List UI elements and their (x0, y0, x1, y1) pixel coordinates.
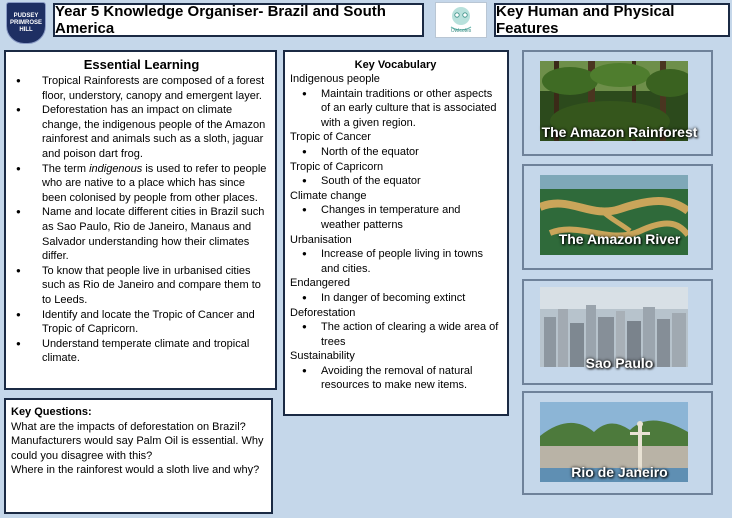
vocab-definition: ● South of the equator (290, 174, 501, 189)
text-part: The term (42, 162, 90, 175)
feature-card-river (522, 164, 713, 270)
text-part: is used to refer to people who are native to a place which has since been colonised by people from other places. (42, 162, 267, 204)
essential-learning-panel (4, 50, 277, 390)
trust-logo (435, 2, 487, 38)
vocab-definition: ● Maintain traditions or other aspects of an early culture that is associated with a given region. (290, 87, 501, 131)
essential-learning-list (14, 74, 269, 366)
feature-card-rainforest (522, 50, 713, 156)
school-logo-line: PUDSEY (13, 12, 39, 19)
list-item: ● Understand temperate climate and tropical climate. (14, 337, 269, 366)
vocab-definition: ● Changes in temperature and weather patterns (290, 203, 501, 232)
feature-caption: The Amazon Rainforest (541, 124, 698, 140)
list-item: ● Name and locate different cities in Brazil such as Sao Paulo, Rio de Janeiro, Manaus and Salvador understanding how their climates differ. (14, 205, 269, 263)
vocab-definition: ● The action of clearing a wide area of trees (290, 320, 501, 349)
vocab-term: Endangered (290, 277, 350, 290)
list-item: ● Identify and locate the Tropic of Cancer and Tropic of Capricorn. (14, 308, 269, 337)
school-logo (6, 2, 46, 44)
page-title-box (53, 3, 424, 37)
key-questions-heading: Key Questions: (11, 406, 92, 418)
key-vocabulary-heading: Key Vocabulary (354, 59, 437, 71)
question-line: Manufacturers would say Palm Oil is essential. Why could you disagree with this? (11, 435, 264, 462)
vocab-definition: ● North of the equator (290, 145, 501, 160)
feature-card-sao-paulo (522, 279, 713, 385)
vocab-definition: ● Increase of people living in towns and cities. (290, 247, 501, 276)
question-line: Where in the rainforest would a sloth live and why? (11, 464, 260, 477)
list-item: ● Deforestation has an impact on climate change, the indigenous people of the Amazon rainforest and animals such as a sloth, jaguar and poison dart frog. (14, 103, 269, 161)
vocab-term: Tropic of Cancer (290, 131, 371, 144)
question-line: What are the impacts of deforestation on Brazil? (11, 420, 246, 433)
list-item: ● To know that people live in urbanised cities such as Rio de Janeiro and compare them to to Leeds. (14, 264, 269, 308)
vocab-term: Indigenous people (290, 73, 380, 85)
essential-learning-heading: Essential Learning (83, 57, 200, 72)
features-title: Key Human and Physical Features (496, 3, 675, 37)
key-questions-panel (4, 398, 273, 514)
school-logo-line: HILL (19, 26, 33, 33)
list-item: ● Tropical Rainforests are composed of a forest floor, understory, canopy and emergent layer. (14, 74, 269, 103)
page-title: Year 5 Knowledge Organiser- Brazil and South America (55, 3, 386, 37)
school-logo-line: PRIMROSE (9, 19, 42, 26)
vocab-term: Climate change (290, 189, 367, 202)
feature-caption: Sao Paulo (585, 355, 654, 371)
owl-logo-icon (439, 5, 483, 35)
italic-term: indigenous (89, 162, 143, 175)
vocab-term: Deforestation (290, 306, 356, 319)
vocab-definition: ● In danger of becoming extinct (290, 291, 501, 306)
vocab-term: Urbanisation (290, 233, 352, 246)
key-vocabulary-panel (283, 50, 509, 416)
feature-caption: The Amazon River (558, 231, 681, 247)
feature-card-rio (522, 391, 713, 495)
vocab-term: Sustainability (290, 350, 355, 363)
features-title-box (494, 3, 730, 37)
trust-logo-text: Owlcotes (450, 28, 472, 34)
feature-caption: Rio de Janeiro (571, 464, 668, 480)
vocab-term: Tropic of Capricorn (290, 160, 384, 173)
list-item (14, 162, 269, 206)
vocab-definition: ● Avoiding the removal of natural resources to make new items. (290, 364, 501, 393)
